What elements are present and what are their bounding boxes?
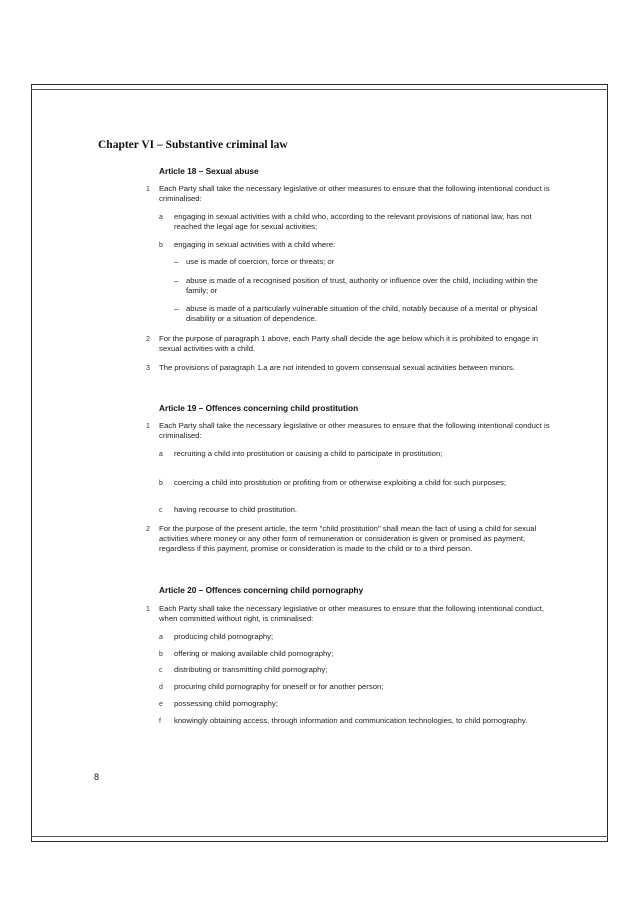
art18-para-1-text: Each Party shall take the necessary legislative or other measures to ensure that the following intentional conduct is criminalised: [159,184,550,204]
article-18-title: Article 18 – Sexual abuse [159,166,259,176]
art19-item-c-text: having recourse to child prostitution. [174,505,298,514]
art18-item-b-sub-1: use is made of coercion, force or threats; or [186,257,335,266]
art20-item-e-text: possessing child pornography; [174,699,278,708]
art20-item-d-text: procuring child pornography for oneself or for another person; [174,682,384,691]
article-19-title: Article 19 – Offences concerning child prostitution [159,403,359,413]
art20-item-a-text: producing child pornography; [174,632,274,641]
art20-item-f-text: knowingly obtaining access, through information and communication technologies, to child pornography. [174,716,528,725]
dash-marker: – [174,257,179,266]
art18-para-1-number: 1 [146,186,150,193]
art20-item-d-letter: d [159,684,163,691]
art18-para-2-text: For the purpose of paragraph 1 above, each Party shall decide the age below which it is prohibited to engage in sexual activities with a child. [159,334,539,354]
dash-marker: – [174,276,179,285]
art19-item-b-text: coercing a child into prostitution or profiting from or otherwise exploiting a child for such purposes; [174,478,507,487]
art18-para-3-number: 3 [146,365,150,372]
art20-item-b-text: offering or making available child pornography; [174,649,334,658]
art19-item-a-letter: a [159,451,163,458]
article-20-title: Article 20 – Offences concerning child pornography [159,585,364,595]
art18-para-3-text: The provisions of paragraph 1.a are not intended to govern consensual sexual activities between minors. [159,363,515,372]
art19-para-2-text: For the purpose of the present article, the term "child prostitution" shall mean the fact of using a child for sexual activities where money or any other form of remuneration or consideration is given or promised as payment, regardless if this payment, promise or consideration is made to the child or to a third person. [159,524,537,554]
art20-item-a-letter: a [159,634,163,641]
page-number: 8 [94,772,100,782]
art18-item-b-sub-2: abuse is made of a recognised position of trust, authority or influence over the child, including within the family; or [186,276,538,296]
chapter-title: Chapter VI – Substantive criminal law [98,139,288,151]
art20-item-e-letter: e [159,701,163,708]
art18-item-b-sub-3: abuse is made of a particularly vulnerable situation of the child, notably because of a mental or physical disability or a situation of dependence. [186,304,538,324]
art20-item-c-text: distributing or transmitting child pornography; [174,665,328,674]
art18-item-b-text: engaging in sexual activities with a child where: [174,240,336,249]
art20-item-c-letter: c [159,667,163,674]
art19-para-1-number: 1 [146,423,150,430]
art19-para-2-number: 2 [146,526,150,533]
art20-para-1-text: Each Party shall take the necessary legislative or other measures to ensure that the following intentional conduct, when committed without right, is criminalised: [159,604,545,624]
art18-para-2-number: 2 [146,336,150,343]
frame-rule-top [31,89,608,90]
art18-item-a-text: engaging in sexual activities with a child who, according to the relevant provisions of national law, has not reached the legal age for sexual activities; [174,212,532,232]
art20-para-1-number: 1 [146,606,150,613]
art18-item-a-letter: a [159,214,163,221]
art20-item-f-letter: f [159,718,161,725]
art18-item-b-letter: b [159,242,163,249]
art19-item-c-letter: c [159,507,163,514]
art19-item-a-text: recruiting a child into prostitution or causing a child to participate in prostitution; [174,449,443,458]
art19-item-b-letter: b [159,480,163,487]
frame-rule-bottom [31,836,608,837]
dash-marker: – [174,304,179,313]
art19-para-1-text: Each Party shall take the necessary legislative or other measures to ensure that the following intentional conduct is criminalised: [159,421,550,441]
art20-item-b-letter: b [159,651,163,658]
